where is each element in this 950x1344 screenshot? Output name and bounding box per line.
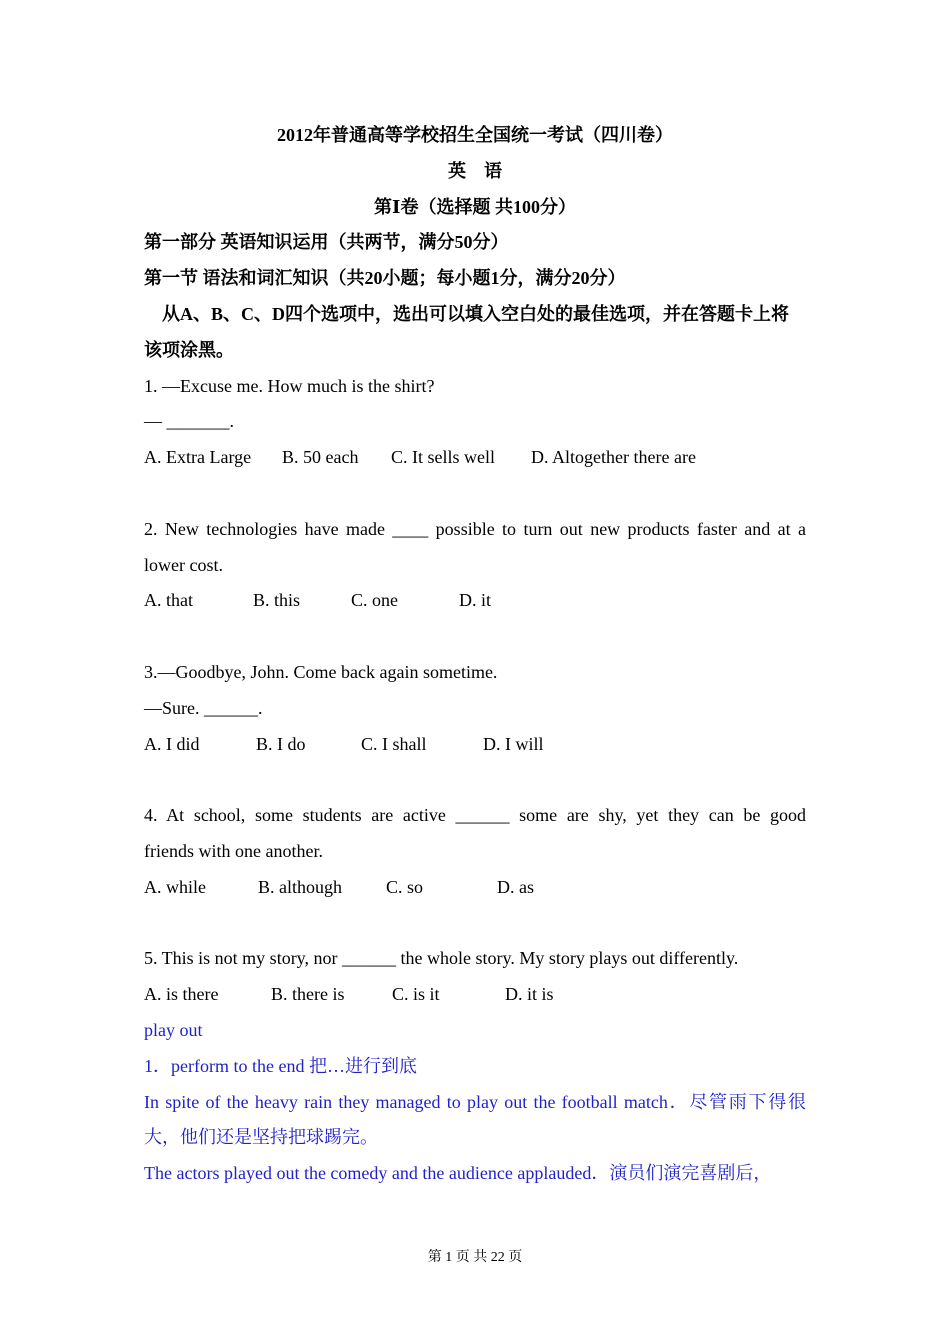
subject-title: 英 语 <box>448 160 502 181</box>
question-2 <box>144 512 806 619</box>
question-stem: —Sure. ______. <box>144 697 263 718</box>
note-sense: 1．perform to the end 把…进行到底 <box>144 1055 417 1076</box>
exam-title: 2012年普通高等学校招生全国统一考试（四川卷） <box>277 125 673 145</box>
note-example: In spite of the heavy rain they managed to play out the football match．尽管雨下得很 <box>144 1091 806 1112</box>
page-content <box>144 118 806 1192</box>
option-b: B. this <box>253 590 301 611</box>
note-heading: play out <box>144 1019 203 1040</box>
instructions-line-2: 该项涂黑。 <box>144 339 234 360</box>
vocabulary-note <box>144 1013 806 1192</box>
note-example: 大，他们还是坚持把球踢完。 <box>144 1127 378 1148</box>
option-c: C. so <box>386 876 424 897</box>
question-options <box>144 727 806 763</box>
question-options <box>144 977 806 1013</box>
section-heading: 第一节 语法和词汇知识（共20小题；每小题1分，满分20分） <box>144 268 626 289</box>
option-b: B. I do <box>256 733 306 754</box>
option-d: D. as <box>497 876 534 897</box>
instructions-line-1: 从A、B、C、D四个选项中，选出可以填入空白处的最佳选项，并在答题卡上将 <box>162 303 789 324</box>
question-stem: lower cost. <box>144 554 223 575</box>
question-stem: friends with one another. <box>144 840 323 861</box>
volume-title: 第Ⅰ卷（选择题 共100分） <box>374 196 576 217</box>
option-a: A. while <box>144 876 206 897</box>
question-5 <box>144 941 806 1013</box>
option-c: C. It sells well <box>391 447 495 468</box>
part-heading: 第一部分 英语知识运用（共两节，满分50分） <box>144 232 509 253</box>
question-stem: — _______. <box>144 411 234 432</box>
option-d: D. it <box>459 590 492 611</box>
page-footer: 第 1 页 共 22 页 <box>427 1250 523 1265</box>
question-stem: 2. New technologies have made ____ possible to turn out new products faster and at a <box>144 518 806 539</box>
question-1 <box>144 369 806 476</box>
option-c: C. one <box>351 590 398 611</box>
option-b: B. 50 each <box>282 447 359 468</box>
option-b: B. although <box>258 876 342 897</box>
option-c: C. is it <box>392 984 440 1005</box>
option-a: A. Extra Large <box>144 447 252 468</box>
option-a: A. I did <box>144 733 200 754</box>
question-options <box>144 583 806 619</box>
question-options <box>144 440 806 476</box>
option-a: A. is there <box>144 984 219 1005</box>
question-options <box>144 870 806 906</box>
question-stem: 5. This is not my story, nor ______ the whole story. My story plays out differently. <box>144 948 739 969</box>
option-b: B. there is <box>271 984 345 1005</box>
note-example: The actors played out the comedy and the audience applauded．演员们演完喜剧后， <box>144 1163 772 1184</box>
option-c: C. I shall <box>361 733 427 754</box>
option-d: D. Altogether there are <box>531 447 696 468</box>
question-stem: 3.—Goodbye, John. Come back again sometime. <box>144 661 498 682</box>
question-stem: 1. —Excuse me. How much is the shirt? <box>144 375 435 396</box>
option-d: D. it is <box>505 984 554 1005</box>
question-3 <box>144 655 806 762</box>
option-a: A. that <box>144 590 193 611</box>
question-4 <box>144 798 806 905</box>
question-stem: 4. At school, some students are active ______ some are shy, yet they can be good <box>144 805 806 826</box>
option-d: D. I will <box>483 733 544 754</box>
